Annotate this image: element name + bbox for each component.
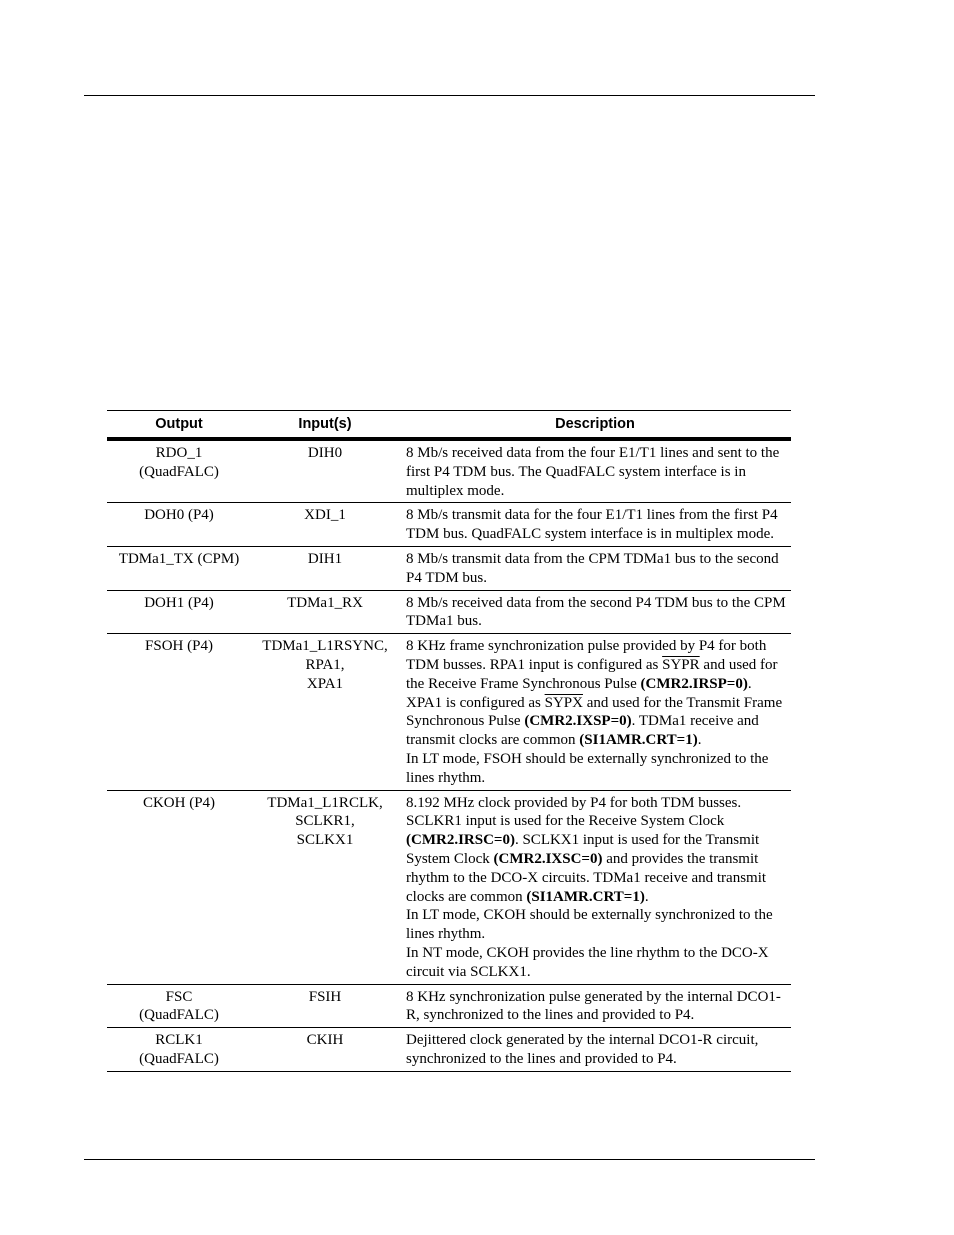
description-text: . TDMa1 receive and transmit clocks are common: [406, 713, 759, 749]
register-setting: (SI1AMR.CRT=1): [526, 888, 645, 905]
output-cell: [107, 439, 251, 503]
output-cell-line: FSOH (P4): [145, 638, 213, 655]
description-text: 8 Mb/s transmit data from the CPM TDMa1 bus to the second P4 TDM bus.: [406, 550, 779, 586]
description-text: and provides the transmit rhythm to the DCO-X circuits. TDMa1 receive and transmit clocks are common: [406, 850, 767, 905]
description-text: . SCLKX1 input is used for the Transmit System Clock: [406, 832, 760, 867]
output-cell-line: DOH0 (P4): [144, 507, 214, 524]
table-row: [107, 984, 791, 1028]
table-body: [107, 439, 791, 1071]
inputs-cell-line: DIH1: [307, 550, 343, 567]
description-cell: [399, 503, 791, 547]
description-text: . XPA1 is configured as: [406, 675, 752, 711]
inputs-cell-line: SCLKX1: [296, 832, 354, 849]
description-cell: [399, 439, 791, 503]
signal-table: [107, 410, 791, 1072]
output-cell: [107, 1028, 251, 1072]
description-cell: [399, 546, 791, 590]
register-setting: (CMR2.IXSC=0): [493, 850, 603, 867]
output-cell: [107, 546, 251, 590]
description-text: 8 Mb/s transmit data for the four E1/T1 lines from the first P4 TDM bus. QuadFALC system interface is in multiplex mode.: [406, 507, 778, 543]
description-text: .: [697, 732, 702, 749]
table-row: [107, 634, 791, 790]
inputs-cell-line: RPA1,: [305, 656, 345, 673]
description-text: In LT mode, CKOH should be externally synchronized to the lines rhythm.: [406, 907, 773, 943]
table-row: [107, 503, 791, 547]
output-cell: [107, 590, 251, 634]
output-cell-line: CKOH (P4): [142, 794, 216, 811]
header-description: Description: [399, 411, 791, 440]
description-text: 8 Mb/s received data from the second P4 TDM bus to the CPM TDMa1 bus.: [406, 594, 786, 630]
output-cell-line: RDO_1: [155, 445, 203, 461]
inputs-cell: [251, 546, 399, 590]
inputs-cell: [251, 634, 399, 790]
header-rule: [84, 95, 815, 96]
inputs-cell-line: TDMa1_RX: [287, 594, 363, 611]
header-output: Output: [107, 411, 251, 440]
inputs-cell: [251, 503, 399, 547]
description-cell: [399, 984, 791, 1028]
inputs-cell: [251, 1028, 399, 1072]
description-cell: [399, 590, 791, 634]
output-cell-line: (QuadFALC): [139, 1050, 219, 1067]
description-text: 8.192 MHz clock provided by P4 for both TDM busses. SCLKR1 input is used for the Receive System Clock: [406, 794, 742, 830]
output-cell: [107, 790, 251, 984]
inputs-cell: [251, 590, 399, 634]
description-text: .: [644, 888, 649, 905]
description-cell: [399, 634, 791, 790]
footer-rule: [84, 1159, 815, 1160]
register-setting: (SI1AMR.CRT=1): [579, 732, 698, 749]
output-cell: [107, 634, 251, 790]
output-cell-line: RCLK1: [155, 1032, 203, 1049]
output-cell-line: TDMa1_TX (CPM): [118, 550, 240, 567]
table-row: [107, 790, 791, 984]
inputs-cell: [251, 790, 399, 984]
table-row: [107, 590, 791, 634]
inputs-cell-line: SCLKR1,: [295, 813, 355, 830]
inputs-cell-line: CKIH: [306, 1032, 344, 1049]
description-text: and used for the Receive Frame Synchronous Pulse: [406, 656, 778, 692]
output-cell-line: (QuadFALC): [139, 1007, 219, 1024]
register-setting: (CMR2.IRSC=0): [406, 832, 515, 849]
inputs-cell-line: XPA1: [306, 675, 344, 692]
output-cell-line: DOH1 (P4): [144, 594, 214, 611]
inputs-cell-line: TDMa1_L1RSYNC,: [262, 638, 388, 655]
output-cell-line: (QuadFALC): [139, 463, 219, 480]
active-low-signal: SYPR: [662, 656, 700, 673]
output-cell-line: FSC: [165, 988, 193, 1005]
description-text: 8 KHz frame synchronization pulse provided by P4 for both TDM busses. RPA1 input is configured as: [406, 638, 767, 673]
table-row: [107, 439, 791, 503]
description-text: In NT mode, CKOH provides the line rhythm to the DCO-X circuit via SCLKX1.: [406, 944, 769, 980]
table-row: [107, 546, 791, 590]
description-text: Dejittered clock generated by the internal DCO1-R circuit, synchronized to the lines and provided to P4.: [406, 1032, 759, 1067]
output-cell: [107, 503, 251, 547]
description-text: In LT mode, FSOH should be externally synchronized to the lines rhythm.: [406, 750, 769, 786]
register-setting: (CMR2.IRSP=0): [640, 675, 748, 692]
description-cell: [399, 790, 791, 984]
inputs-cell-line: DIH0: [307, 445, 343, 461]
inputs-cell-line: XDI_1: [304, 507, 346, 524]
table-header-row: [107, 411, 791, 440]
output-cell: [107, 984, 251, 1028]
active-low-signal: SYPX: [544, 694, 583, 711]
description-cell: [399, 1028, 791, 1072]
description-text: 8 KHz synchronization pulse generated by the internal DCO1-R, synchronized to the lines and provided to P4.: [406, 988, 781, 1024]
inputs-cell: [251, 439, 399, 503]
inputs-cell-line: TDMa1_L1RCLK,: [267, 794, 383, 811]
inputs-cell: [251, 984, 399, 1028]
description-text: 8 Mb/s received data from the four E1/T1 lines and sent to the first P4 TDM bus. The QuadFALC system interface is in multiplex mode.: [406, 445, 780, 499]
table-row: [107, 1028, 791, 1072]
inputs-cell-line: FSIH: [308, 988, 342, 1005]
header-inputs: Input(s): [251, 411, 399, 440]
description-text: and used for the Transmit Frame Synchronous Pulse: [406, 694, 783, 730]
register-setting: (CMR2.IXSP=0): [524, 713, 632, 730]
